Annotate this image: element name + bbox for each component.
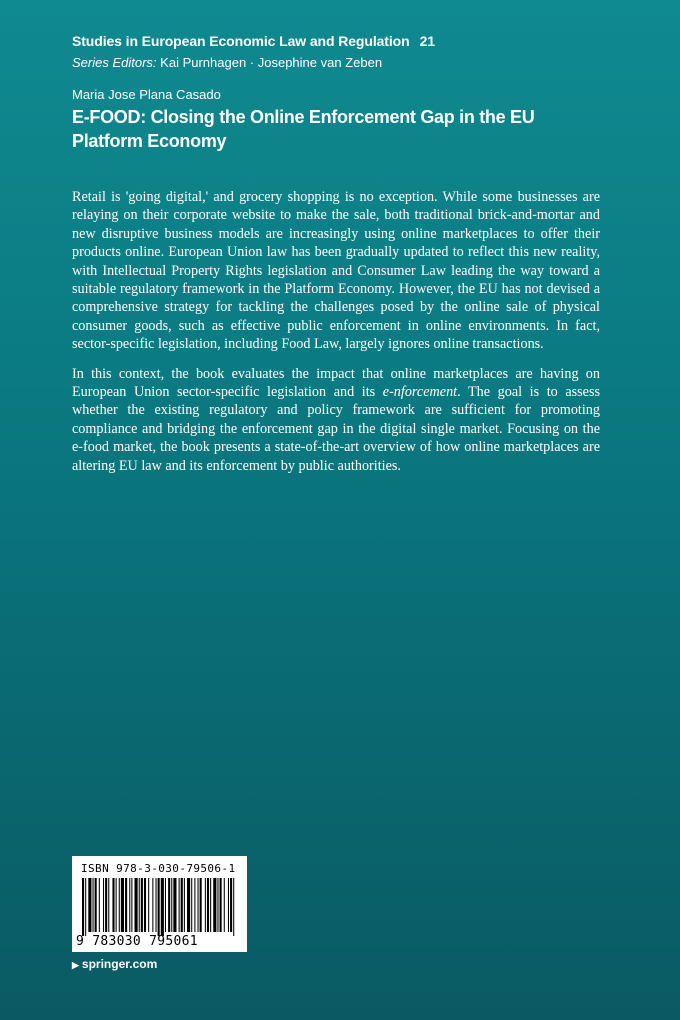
barcode-bar — [230, 878, 232, 932]
barcode-bar — [99, 878, 100, 932]
barcode-bar — [181, 878, 183, 932]
publisher-url: springer.com — [81, 957, 158, 971]
barcode-bar — [156, 878, 157, 932]
barcode-bar — [139, 878, 140, 932]
series-editors-names: Kai Purnhagen · Josephine van Zeben — [160, 55, 383, 70]
barcode-bar — [105, 878, 107, 932]
barcode-bar — [205, 878, 206, 932]
series-editors-label: Series Editors: — [72, 55, 157, 70]
barcode-bar — [173, 878, 176, 932]
series-title — [72, 33, 435, 49]
barcode-bar — [93, 878, 94, 932]
barcode-bar — [119, 878, 120, 932]
barcode-bar — [152, 878, 153, 932]
barcode-bar — [116, 878, 117, 932]
blurb-p2-end: . The goal is to assess whether the existing regulatory and policy framework are sufficient for promoting compliance and bridging the enforcement gap in the digital single market. Focusing on the e-food market, the book presents a state-of-the-art overview of how online marketplaces are altering EU law and its enforcement by public authorities. — [72, 384, 600, 474]
barcode-bar — [200, 878, 202, 932]
book-author: Maria Jose Plana Casado — [72, 87, 221, 102]
barcode-bar — [171, 878, 172, 932]
barcode-bar — [187, 878, 190, 932]
barcode-bar — [125, 878, 127, 932]
series-number: 21 — [419, 33, 435, 49]
isbn-barcode — [72, 856, 247, 952]
blurb-p2-emphasis: e-nforcement — [382, 384, 458, 401]
barcode-bar — [217, 878, 218, 932]
ean-digits: 9 783030 795061 — [76, 934, 198, 949]
barcode-bar — [194, 878, 195, 932]
barcode-bar — [233, 878, 234, 936]
blurb-p2-start: In this context, the book evaluates the impact that online marketplaces are having on European Union sector-specific legislation and its — [72, 365, 600, 401]
publisher-link[interactable] — [72, 957, 157, 971]
barcode-bar — [129, 878, 130, 932]
barcode-bar — [213, 878, 216, 932]
barcode-bar — [224, 878, 225, 932]
blurb-paragraph-1: Retail is 'going digital,' and grocery shopping is no exception. While some businesses are relaying on their corporate website to make the sale, both traditional brick-and-mortar and new disruptive business models are increasingly using online marketplaces to offer their products online. European Union law has been gradually updated to reflect this new reality, with Intellectual Property Rights legislation and Consumer Law leading the way toward a suitable regulatory framework in the Platform Economy. However, the EU has not devised a comprehensive strategy for tackling the challenges posed by the online sale of physical consumer goods, such as effective public enforcement in online environments. In fact, sector-specific legislation, including Food Law, largely ignores online transactions. — [72, 189, 600, 353]
barcode-bar — [112, 878, 114, 932]
barcode-bar — [88, 878, 91, 932]
barcode-bar — [184, 878, 185, 932]
barcode-bar — [161, 878, 164, 936]
arrow-right-icon: ▶ — [72, 960, 79, 970]
barcode-bars — [82, 878, 238, 936]
barcode-bar — [121, 878, 124, 932]
series-editors — [72, 55, 382, 70]
barcode-bar — [144, 878, 146, 932]
barcode-bar — [198, 878, 199, 932]
barcode-bar — [141, 878, 143, 932]
book-title: E-FOOD: Closing the Online Enforcement Gap in the EU Platform Economy — [72, 107, 535, 151]
barcode-bar — [82, 878, 84, 936]
barcode-bar — [158, 878, 160, 936]
book-blurb — [72, 188, 600, 486]
barcode-bar — [148, 878, 149, 932]
barcode-bar — [228, 878, 229, 932]
barcode-bar — [220, 878, 222, 932]
barcode-bar — [103, 878, 104, 932]
barcode-bar — [191, 878, 192, 932]
barcode-bar — [168, 878, 170, 932]
barcode-bar — [207, 878, 209, 932]
series-name: Studies in European Economic Law and Regulation — [72, 33, 410, 49]
barcode-bar — [165, 878, 166, 932]
barcode-bar — [85, 878, 86, 936]
barcode-bar — [131, 878, 132, 932]
barcode-bar — [210, 878, 211, 932]
blurb-paragraph-2 — [72, 365, 600, 475]
isbn-text: ISBN 978-3-030-79506-1 — [81, 862, 236, 875]
barcode-bar — [179, 878, 180, 932]
barcode-bar — [135, 878, 138, 932]
barcode-bar — [108, 878, 109, 932]
barcode-bar — [95, 878, 97, 932]
